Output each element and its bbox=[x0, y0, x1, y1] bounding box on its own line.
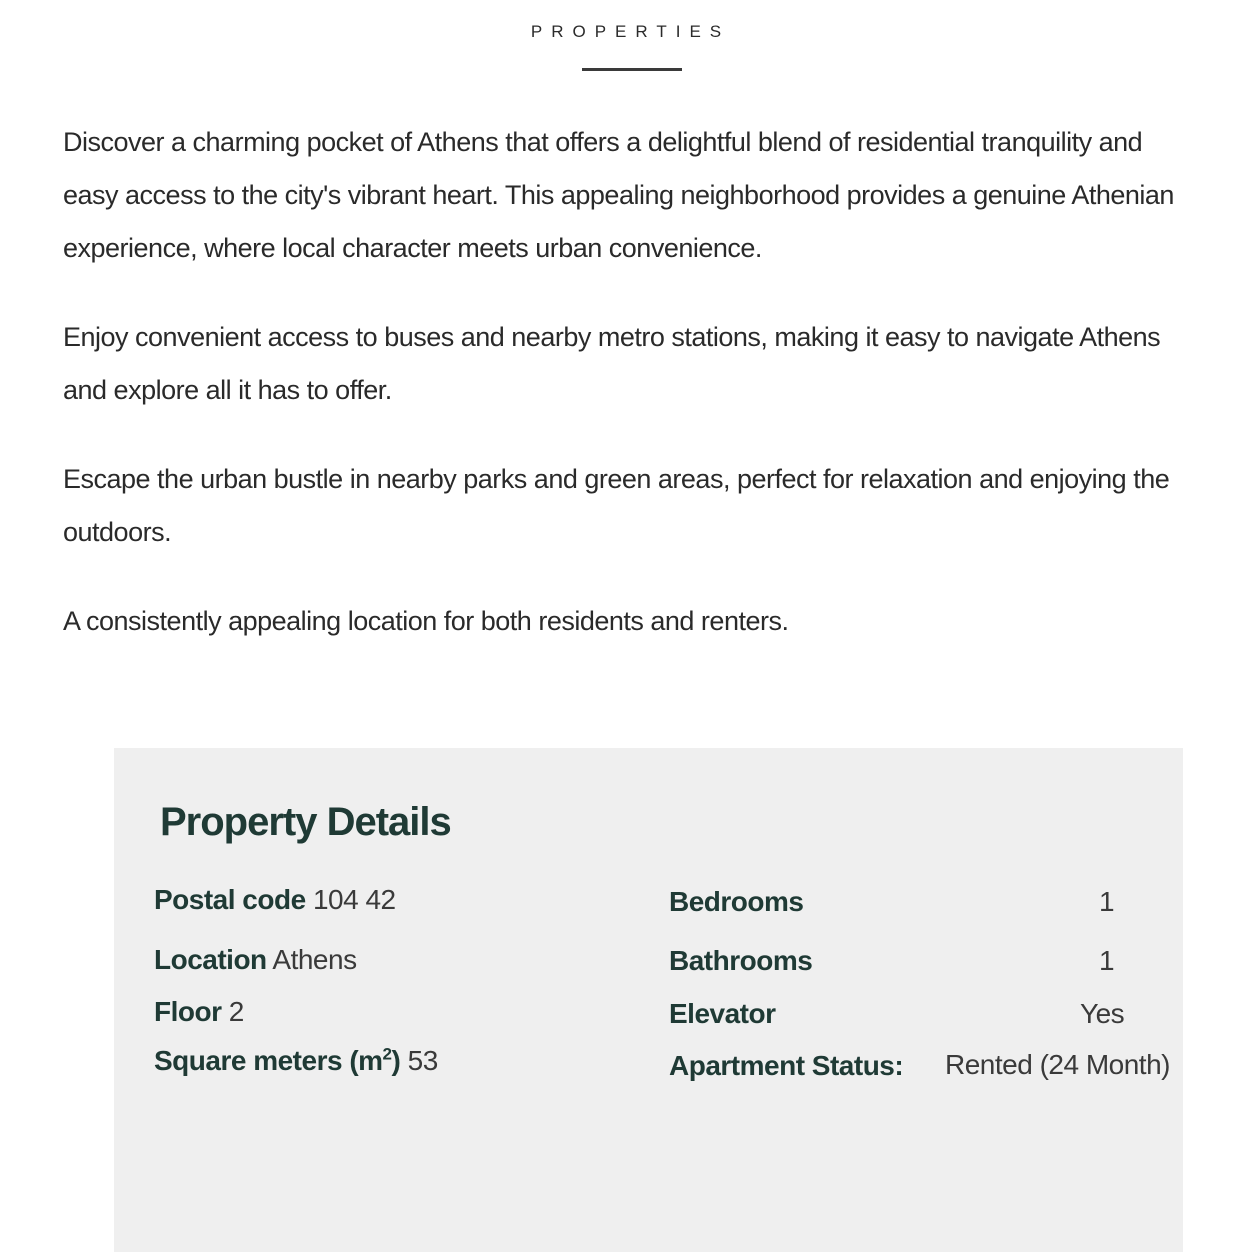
detail-value: 2 bbox=[228, 996, 244, 1027]
detail-floor bbox=[154, 996, 244, 1028]
detail-elevator-value: Yes bbox=[1080, 998, 1125, 1029]
intro-paragraph: Escape the urban bustle in nearby parks and green areas, perfect for relaxation and enjoying the outdoors. bbox=[63, 464, 1170, 547]
detail-bedrooms-label: Bedrooms bbox=[669, 886, 804, 917]
detail-postal-code bbox=[154, 884, 396, 916]
property-details-title: Property Details bbox=[160, 800, 451, 844]
detail-bathrooms-value: 1 bbox=[1099, 945, 1115, 976]
detail-label: Square meters $(m^2)$ bbox=[154, 1044, 401, 1076]
detail-label: Floor bbox=[154, 996, 222, 1027]
detail-square-meters bbox=[154, 1045, 438, 1077]
detail-bathrooms-label: Bathrooms bbox=[669, 945, 813, 976]
detail-status-label: Apartment Status: bbox=[669, 1050, 904, 1081]
intro-paragraph: Discover a charming pocket of Athens that offers a delightful blend of residential tranquility and easy access to the city's vibrant heart. This appealing neighborhood provides a genuine Athenian experience, where local character meets urban convenience. bbox=[63, 127, 1174, 263]
detail-value: 104 42 bbox=[312, 884, 396, 915]
detail-location bbox=[154, 944, 357, 976]
detail-label: Location bbox=[154, 944, 267, 975]
detail-value: Athens bbox=[272, 944, 357, 975]
detail-status-value: Rented (24 Month) bbox=[945, 1049, 1170, 1080]
intro-paragraph: A consistently appealing location for both residents and renters. bbox=[63, 606, 789, 636]
intro-section bbox=[63, 116, 1193, 684]
detail-value: 53 bbox=[407, 1045, 438, 1076]
detail-bedrooms-value: 1 bbox=[1099, 886, 1115, 917]
detail-label: Postal code bbox=[154, 884, 306, 915]
intro-paragraph: Enjoy convenient access to buses and nearby metro stations, making it easy to navigate Athens and explore all it has to offer. bbox=[63, 322, 1161, 405]
brand-divider bbox=[582, 68, 682, 71]
detail-elevator-label: Elevator bbox=[669, 998, 776, 1029]
brand-label: PROPERTIES bbox=[530, 22, 731, 41]
